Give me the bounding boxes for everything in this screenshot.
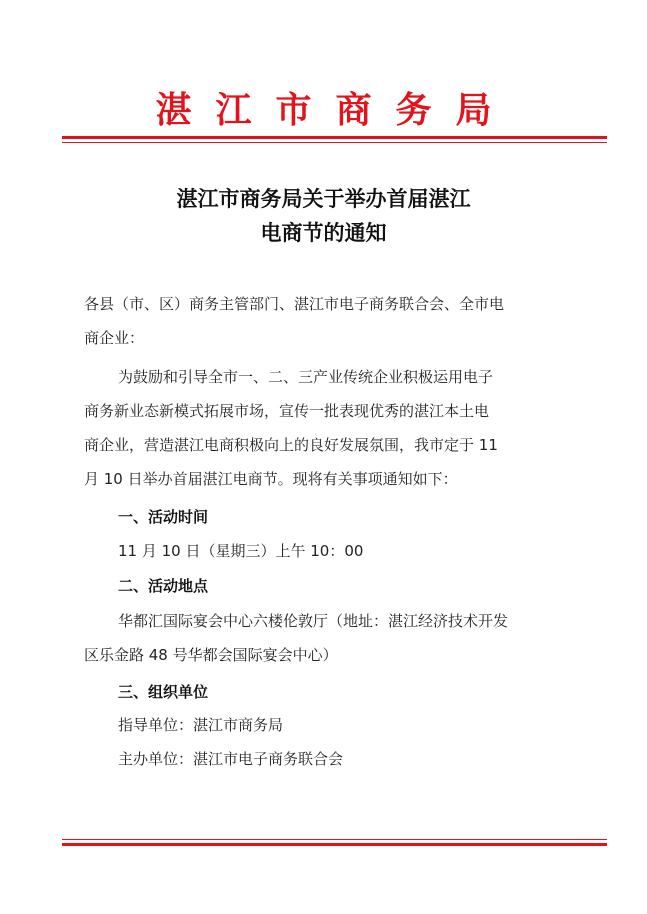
letterhead-rule-thin (62, 142, 607, 143)
section3-heading: 三、组织单位 (118, 683, 209, 701)
intro-line-2: 商务新业态新模式拓展市场，宣传一批表现优秀的湛江本土电 (84, 402, 490, 420)
letterhead-char: 务 (395, 89, 432, 131)
section2-line2: 区乐金路 48 号华都会国际宴会中心） (84, 646, 338, 664)
section3-host-unit: 主办单位：湛江市电子商务联合会 (118, 750, 344, 768)
section1-heading: 一、活动时间 (118, 508, 209, 526)
section3-guide-unit: 指导单位：湛江市商务局 (118, 716, 284, 734)
letterhead-char: 江 (215, 89, 252, 131)
salutation-line1: 各县（市、区）商务主管部门、湛江市电子商务联合会、全市电 (84, 295, 505, 313)
salutation-line2: 商企业： (84, 329, 145, 347)
intro-line-3: 商企业，营造湛江电商积极向上的良好发展氛围，我市定于 11 (84, 436, 498, 454)
letterhead-char: 商 (335, 89, 372, 131)
intro-line-4: 月 10 日举办首届湛江电商节。现将有关事项通知如下： (84, 470, 458, 488)
document-title-line1: 湛江市商务局关于举办首届湛江 (176, 187, 471, 211)
intro-line-1: 为鼓励和引导全市一、二、三产业传统企业积极运用电子 (118, 368, 494, 386)
footer-rule-thin (62, 839, 607, 840)
letterhead-char: 市 (275, 89, 312, 131)
document-title-line2: 电商节的通知 (260, 221, 387, 245)
section2-heading: 二、活动地点 (118, 577, 209, 595)
letterhead-rule-thick (62, 136, 607, 139)
letterhead-char: 局 (455, 89, 492, 131)
letterhead-title (0, 82, 647, 138)
letterhead-char: 湛 (155, 89, 192, 131)
section2-line1: 华都汇国际宴会中心六楼伦敦厅（地址：湛江经济技术开发 (118, 612, 509, 630)
section1-text: 11 月 10 日（星期三）上午 10：00 (118, 542, 364, 560)
footer-rule-thick (62, 843, 607, 846)
